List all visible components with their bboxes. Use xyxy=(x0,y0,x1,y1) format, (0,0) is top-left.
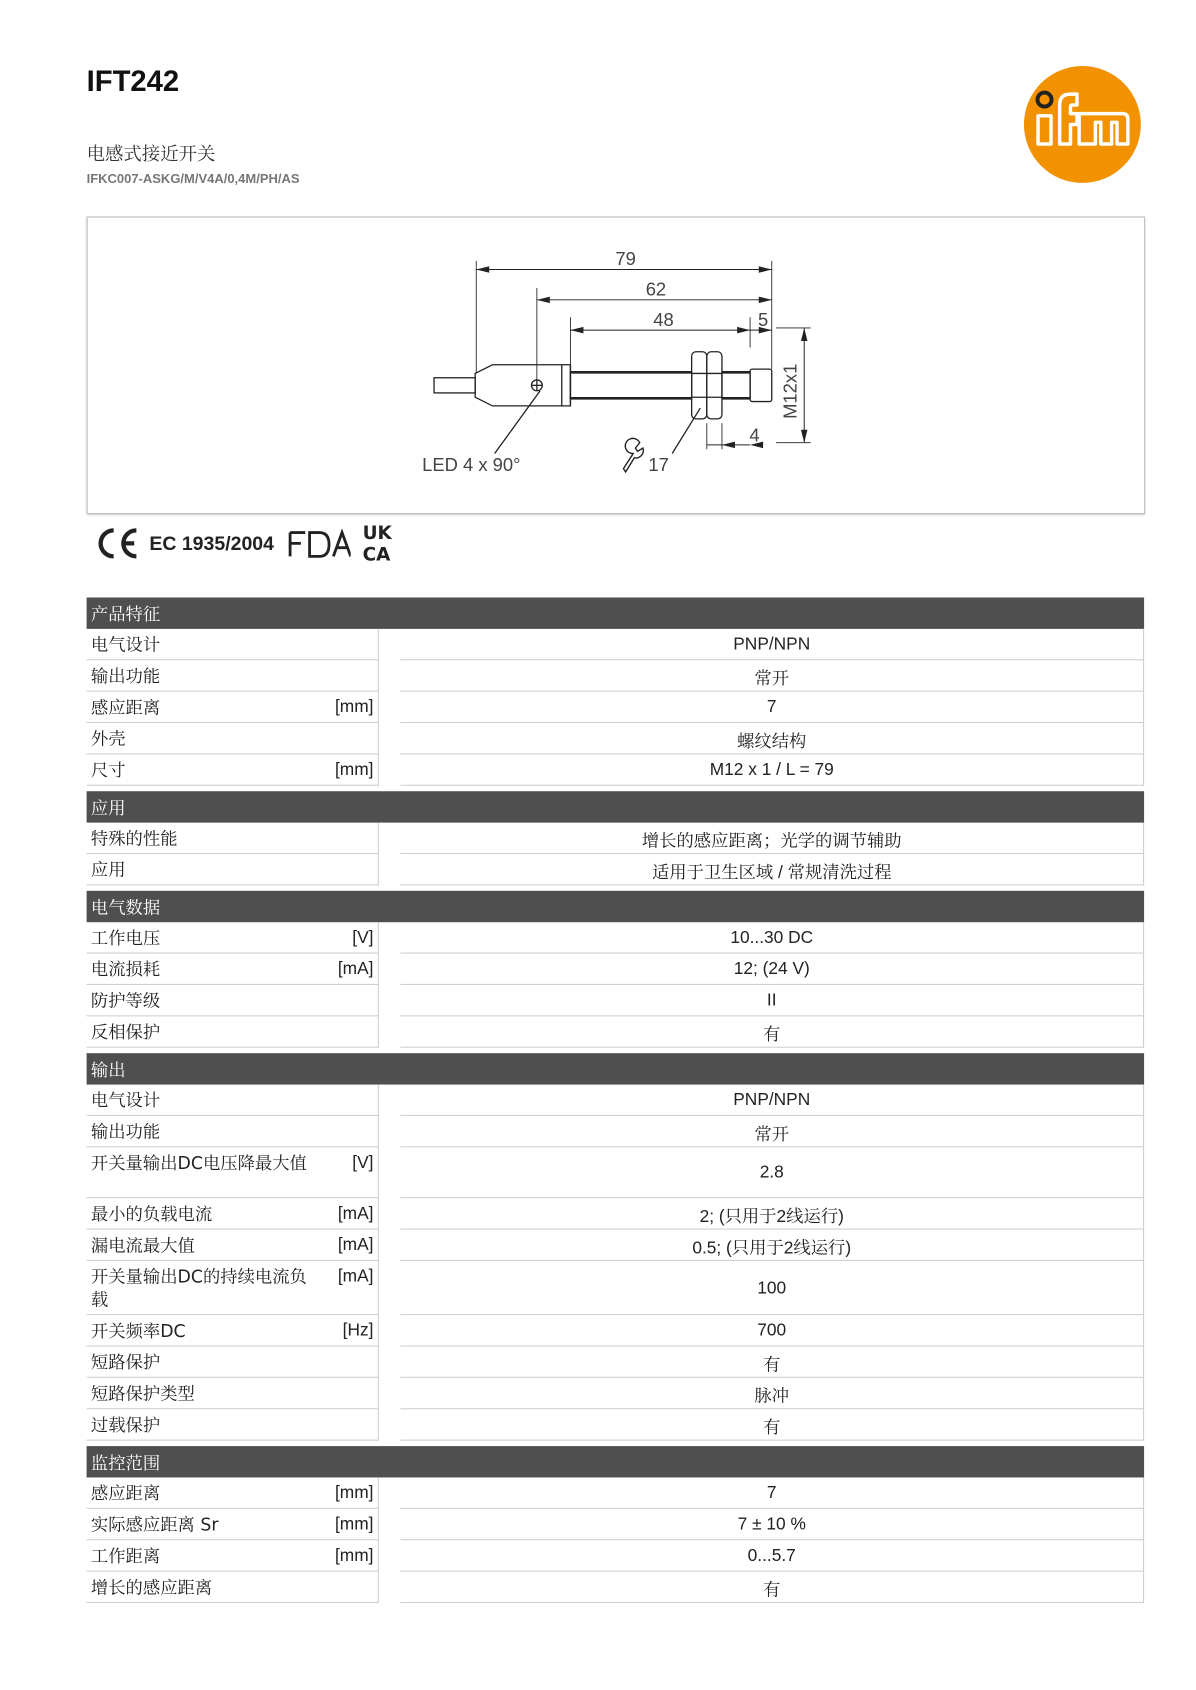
spec-label: 短路保护 xyxy=(90,1351,161,1373)
product-title: IFT242 xyxy=(86,64,180,98)
wrench-size-label: 17 xyxy=(648,453,669,475)
spec-row xyxy=(87,954,1145,985)
spec-label-cell xyxy=(87,1572,379,1603)
spec-row xyxy=(87,1378,1145,1409)
spec-value: 2.8 xyxy=(400,1147,1144,1198)
spec-label: 防护等级 xyxy=(90,990,161,1011)
spec-label: 开关量输出DC电压降最大值 xyxy=(90,1152,307,1174)
spec-value: 螺纹结构 xyxy=(400,723,1144,754)
spec-label: 感应距离 xyxy=(90,1482,161,1504)
spec-label: 输出功能 xyxy=(90,665,161,687)
spec-value: 0.5; (只用于2线运行) xyxy=(400,1230,1144,1261)
spec-row xyxy=(87,1509,1145,1540)
article-code: IFKC007-ASKG/M/V4A/0,4M/PH/AS xyxy=(86,171,300,187)
spec-value: 100 xyxy=(400,1261,1144,1315)
spec-value: PNP/NPN xyxy=(400,629,1144,660)
spec-label: 反相保护 xyxy=(90,1021,161,1043)
spec-label: 工作电压 xyxy=(90,927,161,949)
spec-row xyxy=(87,1147,1145,1198)
spec-label: 工作距离 xyxy=(90,1545,161,1567)
dimension-drawing xyxy=(87,216,1146,514)
dim-total-label: 79 xyxy=(615,248,636,270)
spec-label: 尺寸 xyxy=(90,759,126,781)
spec-unit: [mm] xyxy=(334,1546,374,1566)
spec-label-cell xyxy=(87,1347,379,1378)
spec-value: 2; (只用于2线运行) xyxy=(400,1198,1144,1229)
dim-thread-label: 62 xyxy=(645,278,667,300)
spec-unit: [Hz] xyxy=(342,1321,374,1341)
ifm-logo xyxy=(1023,65,1142,184)
spec-row xyxy=(87,1347,1145,1378)
dim-body-label: 48 xyxy=(653,308,674,330)
spec-label: 短路保护类型 xyxy=(90,1383,195,1404)
spec-label: 电气设计 xyxy=(90,1089,161,1111)
spec-unit: [mm] xyxy=(334,1483,374,1503)
ce-mark-icon xyxy=(93,522,141,565)
spec-row xyxy=(87,660,1145,691)
svg-text:UK: UK xyxy=(362,523,392,545)
spec-value: 10...30 DC xyxy=(400,922,1144,953)
spec-label-cell xyxy=(87,1116,379,1147)
spec-row xyxy=(87,1016,1145,1047)
thread-label: M12x1 xyxy=(779,363,801,419)
spec-unit: [mA] xyxy=(337,960,374,979)
spec-label-cell xyxy=(87,1378,379,1409)
spec-label-cell xyxy=(87,854,379,885)
spec-label: 感应距离 xyxy=(90,697,161,718)
certification-logos xyxy=(93,522,418,567)
spec-label-cell xyxy=(87,1509,379,1540)
spec-row xyxy=(87,823,1145,854)
spec-row xyxy=(87,1261,1145,1315)
spec-unit: [mm] xyxy=(334,1515,374,1534)
spec-unit: [mA] xyxy=(337,1236,374,1255)
spec-label: 漏电流最大值 xyxy=(90,1235,195,1256)
spec-value: 7 xyxy=(400,692,1144,723)
spec-value: 常开 xyxy=(400,1116,1144,1147)
spec-value: II xyxy=(400,985,1144,1016)
spec-unit: [V] xyxy=(352,928,374,948)
spec-label-cell xyxy=(87,1540,379,1571)
spec-value: 0...5.7 xyxy=(400,1540,1144,1571)
spec-row xyxy=(87,723,1145,754)
spec-value: 7 xyxy=(400,1477,1144,1508)
spec-label-cell xyxy=(87,1198,379,1229)
spec-value: PNP/NPN xyxy=(400,1085,1144,1116)
ec-regulation-text: EC 1935/2004 xyxy=(149,532,274,555)
spec-label-cell xyxy=(87,1261,379,1315)
spec-row xyxy=(87,985,1145,1016)
spec-row xyxy=(87,1198,1145,1229)
spec-row xyxy=(87,1540,1145,1571)
spec-label: 开关频率DC xyxy=(90,1320,186,1342)
spec-label: 过载保护 xyxy=(90,1414,161,1436)
dim-nut-label: 4 xyxy=(749,424,760,446)
spec-unit: [mA] xyxy=(337,1267,374,1286)
spec-label: 电气设计 xyxy=(90,634,161,655)
spec-table xyxy=(87,597,1145,1603)
spec-label-cell xyxy=(87,692,379,723)
spec-label-cell xyxy=(87,1409,379,1440)
spec-label-cell xyxy=(87,985,379,1016)
spec-label-cell xyxy=(87,1147,379,1198)
spec-label: 电流损耗 xyxy=(90,959,161,980)
svg-text:CA: CA xyxy=(362,544,391,566)
section-header: 产品特征 xyxy=(87,597,1145,628)
spec-label-cell xyxy=(87,823,379,854)
gland-shape xyxy=(475,365,570,406)
spec-unit: [V] xyxy=(352,1153,374,1173)
spec-value: 12; (24 V) xyxy=(400,954,1144,985)
ukca-logo-icon xyxy=(362,522,405,565)
product-subtitle: 电感式接近开关 xyxy=(86,143,216,166)
dim-end-label: 5 xyxy=(757,308,769,330)
spec-value: 有 xyxy=(400,1016,1144,1047)
spec-label-cell xyxy=(87,922,379,953)
spec-row xyxy=(87,692,1145,723)
sensor-dimension-svg xyxy=(88,218,1144,513)
spec-row xyxy=(87,854,1145,885)
spec-row xyxy=(87,754,1145,785)
spec-value: 有 xyxy=(400,1347,1144,1378)
cable-shape xyxy=(434,378,475,393)
spec-label-cell xyxy=(87,1085,379,1116)
fda-logo-icon xyxy=(288,528,351,560)
spec-row xyxy=(87,922,1145,953)
spec-label-cell xyxy=(87,754,379,785)
spec-label: 实际感应距离 Sr xyxy=(90,1514,219,1535)
spec-label-cell xyxy=(87,1016,379,1047)
spec-value: 常开 xyxy=(400,660,1144,691)
section-header: 输出 xyxy=(87,1053,1145,1084)
wrench-icon xyxy=(623,438,643,472)
spec-unit: [mA] xyxy=(337,1204,374,1224)
spec-label-cell xyxy=(87,660,379,691)
spec-value: 700 xyxy=(400,1315,1144,1346)
spec-value: M12 x 1 / L = 79 xyxy=(400,754,1144,785)
spec-row xyxy=(87,1572,1145,1603)
spec-label-cell xyxy=(87,1315,379,1346)
spec-value: 增长的感应距离；光学的调节辅助 xyxy=(400,823,1144,854)
spec-label: 最小的负载电流 xyxy=(90,1203,213,1225)
spec-value: 适用于卫生区域 / 常规清洗过程 xyxy=(400,854,1144,885)
spec-row xyxy=(87,1230,1145,1261)
spec-label: 外壳 xyxy=(90,728,126,750)
section-header: 电气数据 xyxy=(87,891,1145,922)
spec-value: 有 xyxy=(400,1572,1144,1603)
spec-value: 脉冲 xyxy=(400,1378,1144,1409)
spec-unit: [mm] xyxy=(334,698,374,717)
spec-label: 特殊的性能 xyxy=(90,828,178,849)
spec-label: 开关量输出DC的持续电流负载 xyxy=(90,1266,307,1310)
spec-value: 有 xyxy=(400,1409,1144,1440)
spec-label: 增长的感应距离 xyxy=(90,1577,213,1598)
section-header: 监控范围 xyxy=(87,1446,1145,1477)
spec-row xyxy=(87,1085,1145,1116)
spec-row xyxy=(87,629,1145,660)
led-label: LED 4 x 90° xyxy=(422,453,521,475)
spec-row xyxy=(87,1315,1145,1346)
spec-value: 7 ± 10 % xyxy=(400,1509,1144,1540)
spec-label-cell xyxy=(87,723,379,754)
spec-label: 应用 xyxy=(90,859,126,880)
spec-label: 输出功能 xyxy=(90,1121,161,1142)
spec-label-cell xyxy=(87,1230,379,1261)
spec-label-cell xyxy=(87,954,379,985)
spec-unit: [mm] xyxy=(334,760,374,780)
spec-row xyxy=(87,1477,1145,1508)
spec-label-cell xyxy=(87,1477,379,1508)
spec-row xyxy=(87,1116,1145,1147)
section-header: 应用 xyxy=(87,791,1145,822)
spec-row xyxy=(87,1409,1145,1440)
spec-label-cell xyxy=(87,629,379,660)
